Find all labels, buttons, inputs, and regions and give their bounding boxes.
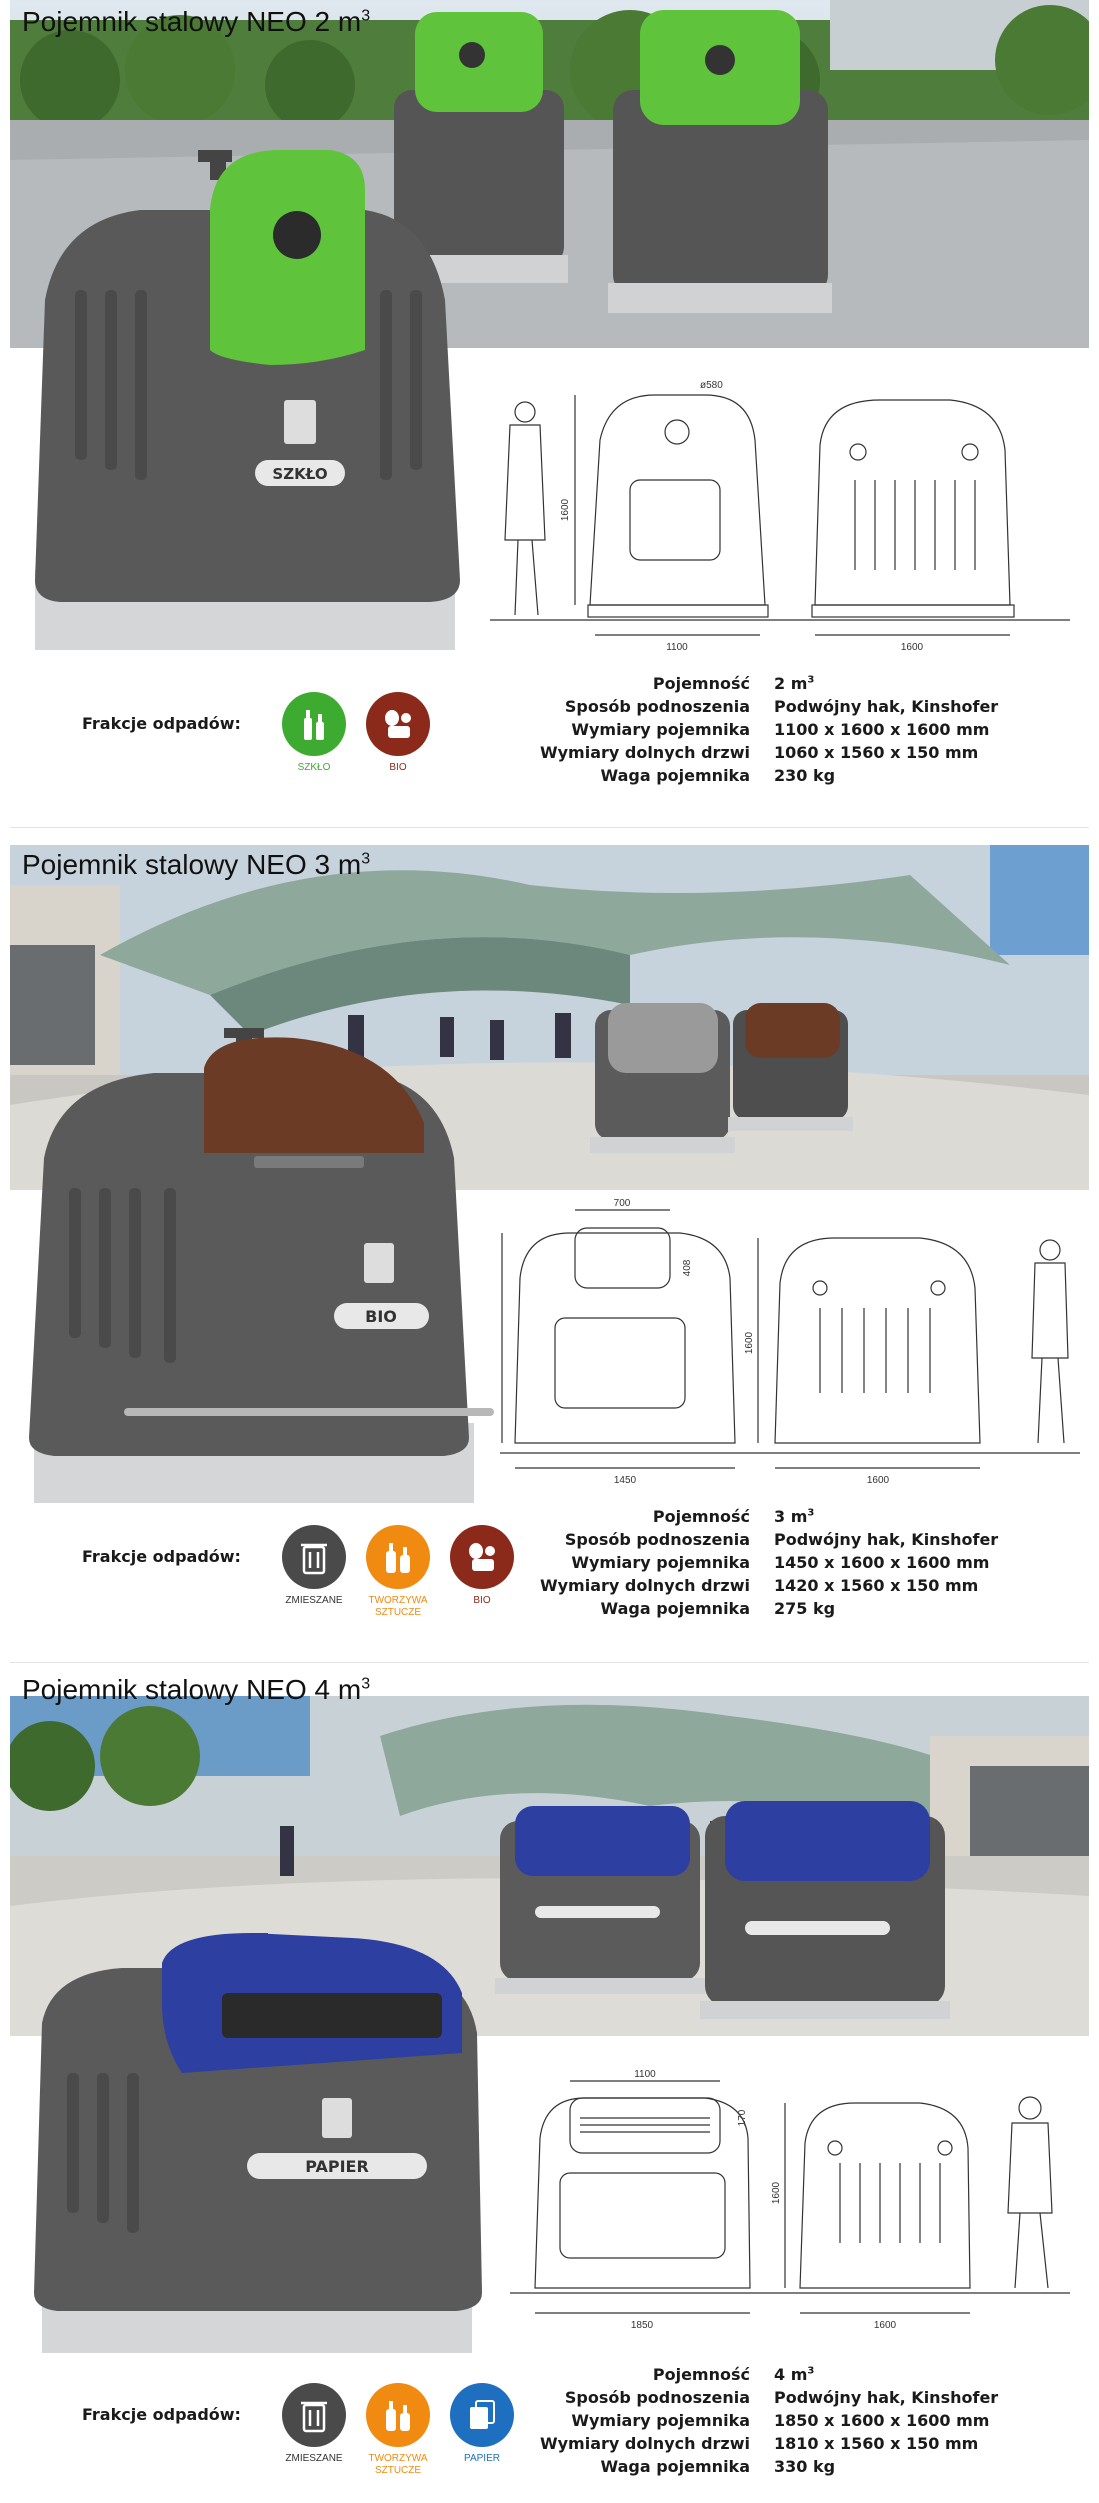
- spec-row-capacity: Pojemność 4 $m^3$: [652, 2365, 815, 2384]
- human-figure-icon: [1008, 2097, 1052, 2288]
- fraction-glass: SZKŁO: [272, 692, 356, 774]
- svg-text:1600: 1600: [771, 2181, 782, 2205]
- fraction-paper: PAPIER: [440, 2383, 524, 2465]
- spec-row-lifting: Sposób podnoszenia Podwójny hak, Kinshofer: [564, 697, 999, 716]
- bio-icon: [366, 692, 430, 756]
- spec-row-lifting: Sposób podnoszenia Podwójny hak, Kinshofer: [564, 2388, 999, 2407]
- section-neo-2: [0, 0, 1099, 835]
- svg-text:1600: 1600: [866, 1475, 890, 1486]
- technical-drawing: [490, 1198, 1090, 1498]
- background-bin: [590, 1003, 735, 1153]
- bin-label: PAPIER: [305, 2157, 369, 2176]
- bin-label: BIO: [365, 1307, 397, 1326]
- waste-fractions: [82, 2383, 524, 2477]
- background-bin: [728, 1003, 853, 1131]
- technical-drawing: [500, 2063, 1099, 2363]
- svg-text:1100: 1100: [666, 642, 688, 653]
- fractions-label: Frakcje odpadów:: [82, 714, 241, 733]
- waste-fractions: [82, 1525, 524, 1619]
- svg-text:1600: 1600: [744, 1331, 755, 1355]
- product-render: [14, 1028, 494, 1518]
- plastic-bottles-icon: [366, 1525, 430, 1589]
- bin-label: SZKŁO: [272, 465, 328, 483]
- svg-text:700: 700: [613, 1198, 631, 1209]
- background-bin: [608, 10, 832, 313]
- spec-row-dimensions: Wymiary pojemnika 1850 x 1600 x 1600 mm: [571, 2411, 990, 2430]
- fractions-label: Frakcje odpadów:: [82, 1547, 241, 1566]
- human-figure-icon: [505, 402, 545, 615]
- trash-can-icon: [282, 1525, 346, 1589]
- fraction-bio: BIO: [440, 1525, 524, 1607]
- bio-icon: [450, 1525, 514, 1589]
- spec-row-door-dimensions: Wymiary dolnych drzwi 1420 x 1560 x 150 mm: [539, 1576, 979, 1595]
- svg-text:1450: 1450: [613, 1475, 637, 1486]
- spec-row-capacity: Pojemność 3 $m^3$: [652, 1507, 815, 1526]
- technical-drawing: [480, 360, 1080, 660]
- fraction-plastics: TWORZYWA SZTUCZE: [356, 2383, 440, 2477]
- spec-row-weight: Waga pojemnika 330 kg: [600, 2457, 836, 2476]
- spec-table: [480, 2363, 1040, 2478]
- spec-row-capacity: Pojemność 2 $m^3$: [652, 674, 815, 693]
- spec-row-weight: Waga pojemnika 230 kg: [600, 766, 836, 785]
- spec-row-lifting: Sposób podnoszenia Podwójny hak, Kinshofer: [564, 1530, 999, 1549]
- fraction-plastics: TWORZYWA SZTUCZE: [356, 1525, 440, 1619]
- svg-text:ø580: ø580: [700, 380, 723, 391]
- spec-table: [480, 672, 1040, 787]
- svg-text:1850: 1850: [630, 2320, 654, 2331]
- section-title: Pojemnik stalowy NEO 3 $m^3$: [22, 849, 371, 880]
- fraction-bio: BIO: [356, 692, 440, 774]
- paper-icon: [450, 2383, 514, 2447]
- human-figure-icon: [1032, 1240, 1068, 1443]
- svg-text:1600: 1600: [560, 498, 571, 522]
- spec-table: [480, 1505, 1040, 1620]
- background-bin: [495, 1806, 705, 1994]
- svg-text:1100: 1100: [634, 2069, 656, 2080]
- product-render: [22, 1933, 492, 2373]
- section-neo-3: [0, 833, 1099, 1668]
- section-title: Pojemnik stalowy NEO 4 $m^3$: [22, 1674, 371, 1705]
- plastic-bottles-icon: [366, 2383, 430, 2447]
- background-bin: [700, 1801, 950, 2019]
- section-divider: [10, 827, 1089, 828]
- svg-text:408: 408: [682, 1259, 693, 1277]
- spec-row-weight: Waga pojemnika 275 kg: [600, 1599, 836, 1618]
- waste-fractions: [82, 692, 440, 774]
- svg-text:1600: 1600: [873, 2320, 897, 2331]
- fraction-mixed: ZMIESZANE: [272, 2383, 356, 2465]
- section-neo-4: [0, 1668, 1099, 2503]
- spec-row-door-dimensions: Wymiary dolnych drzwi 1060 x 1560 x 150 mm: [539, 743, 979, 762]
- fraction-mixed: ZMIESZANE: [272, 1525, 356, 1607]
- fractions-label: Frakcje odpadów:: [82, 2405, 241, 2424]
- spec-row-door-dimensions: Wymiary dolnych drzwi 1810 x 1560 x 150 mm: [539, 2434, 979, 2453]
- spec-row-dimensions: Wymiary pojemnika 1100 x 1600 x 1600 mm: [571, 720, 990, 739]
- svg-text:170: 170: [737, 2109, 748, 2127]
- svg-text:1600: 1600: [900, 642, 924, 653]
- spec-row-dimensions: Wymiary pojemnika 1450 x 1600 x 1600 mm: [571, 1553, 990, 1572]
- bottles-icon: [282, 692, 346, 756]
- section-title: Pojemnik stalowy NEO 2 $m^3$: [22, 6, 371, 37]
- section-divider: [10, 1662, 1089, 1663]
- trash-can-icon: [282, 2383, 346, 2447]
- product-render: [20, 150, 490, 690]
